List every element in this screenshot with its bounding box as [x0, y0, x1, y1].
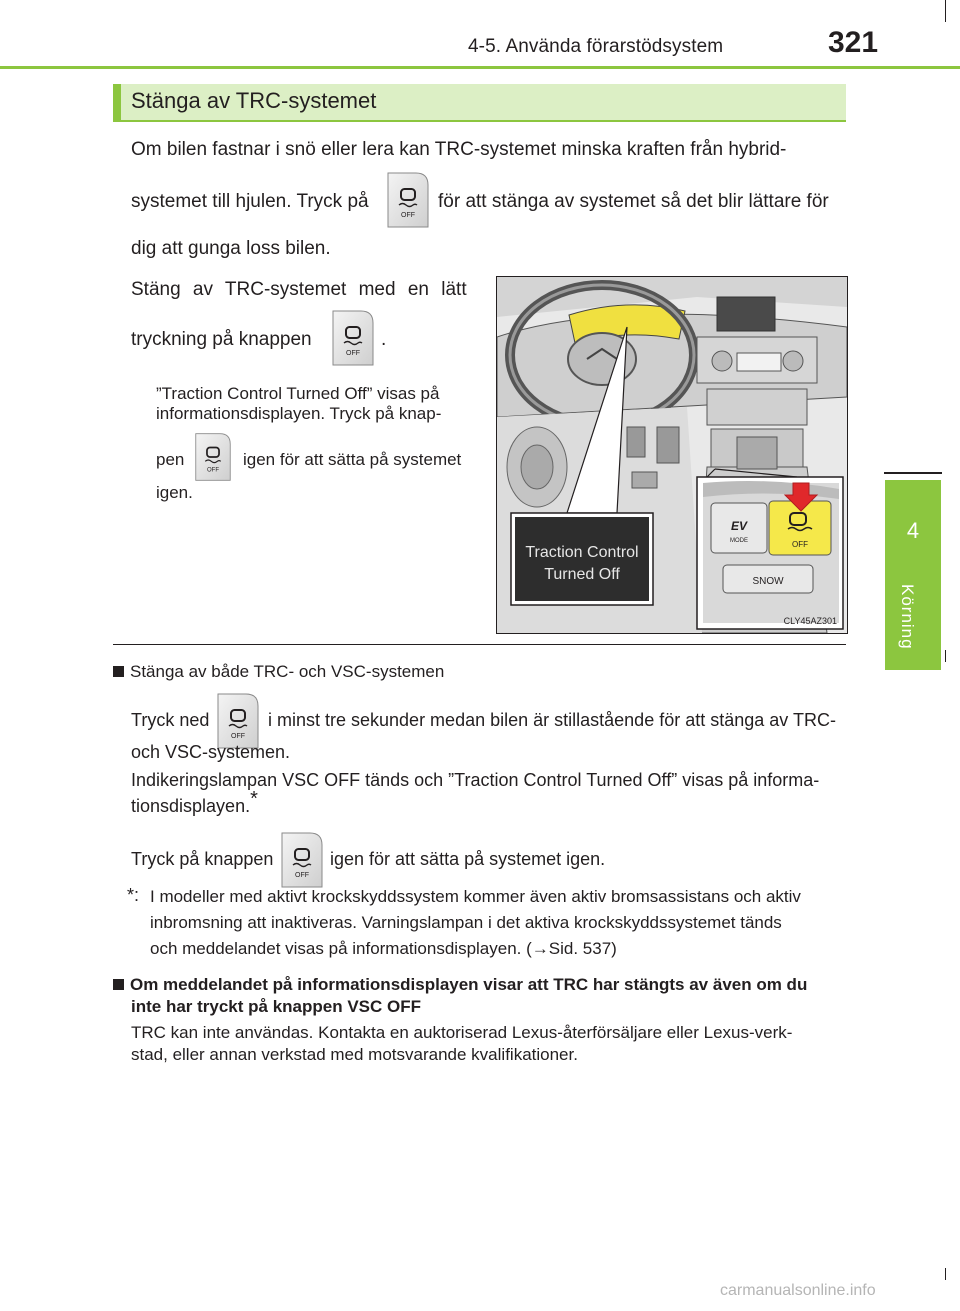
- vsc-text-span: tionsdisplayen.: [131, 796, 251, 816]
- crop-mark: [945, 1268, 946, 1280]
- section-title-underline: [113, 120, 846, 122]
- svg-text:OFF: OFF: [206, 467, 220, 474]
- subsection-heading-text: Stänga av både TRC- och VSC-systemen: [130, 662, 445, 681]
- vsc-text: Indikeringslampan VSC OFF tänds och ”Traction Control Turned Off” visas på informa-: [131, 770, 820, 790]
- page-number: 321: [828, 26, 879, 59]
- section-divider: [113, 644, 846, 645]
- intro-line: för att stänga av systemet så det blir lättare för: [438, 191, 829, 212]
- crop-mark: [945, 0, 946, 22]
- off-button-label: OFF: [792, 540, 808, 549]
- svg-text:OFF: OFF: [346, 350, 360, 357]
- footnote-mark: [127, 884, 139, 907]
- crop-mark: [945, 650, 946, 662]
- step-text: .: [381, 329, 387, 350]
- intro-line: systemet till hjulen. Tryck på: [131, 191, 369, 212]
- vsc-off-button-icon: [280, 831, 324, 889]
- mode-button-label: MODE: [730, 538, 748, 544]
- header-section-title: 4-5. Använda förarstödsystem: [468, 36, 724, 57]
- subsection-heading-vsc: [113, 660, 444, 684]
- section-title-accent: [113, 84, 121, 120]
- square-bullet-icon: [113, 979, 124, 990]
- asterisk-mark: *: [250, 788, 258, 810]
- note-text: ”Traction Control Turned Off” visas på: [156, 384, 440, 403]
- step-text: tryckning på knappen: [131, 329, 312, 350]
- vsc-text: Tryck ned: [131, 710, 210, 730]
- vsc-text: igen för att sätta på systemet igen.: [330, 849, 606, 869]
- section-title: Stänga av TRC-systemet: [131, 88, 377, 113]
- ev-button-label: EV: [730, 519, 748, 533]
- chapter-number: 4: [906, 518, 920, 543]
- snow-button-label: SNOW: [752, 576, 784, 587]
- step-text: Stäng av TRC-systemet med en lätt: [131, 279, 467, 300]
- svg-text:OFF: OFF: [401, 212, 415, 219]
- square-bullet-icon: [113, 666, 124, 677]
- intro-line: Om bilen fastnar i snö eller lera kan TRC-systemet minska kraften från hybrid-: [131, 139, 787, 160]
- header-divider: [0, 66, 960, 69]
- svg-text:OFF: OFF: [295, 872, 309, 879]
- dashboard-illustration: [496, 276, 848, 634]
- vsc-off-button-icon: [331, 309, 375, 367]
- watermark: carmanualsonline.info: [720, 1282, 876, 1299]
- subsection-heading-msg-line2: inte har tryckt på knappen VSC OFF: [131, 997, 422, 1016]
- note-text: igen.: [156, 483, 193, 502]
- vsc-text: och VSC-systemen.: [131, 742, 291, 762]
- note-text: igen för att sätta på systemet: [243, 450, 462, 469]
- msg-body-text: stad, eller annan verkstad med motsvarande kvalifikationer.: [131, 1045, 578, 1064]
- subsection-heading-msg: [113, 973, 807, 997]
- vsc-off-button-icon: [192, 432, 234, 482]
- footnote-text: I modeller med aktivt krockskyddssystem kommer även aktiv bromsassistans och aktiv: [150, 887, 801, 906]
- intro-line: dig att gunga loss bilen.: [131, 238, 331, 259]
- display-message-line1: Traction Control: [525, 544, 639, 561]
- display-message-line2: Turned Off: [544, 566, 620, 583]
- subsection-heading-text: Om meddelandet på informationsdisplayen visar att TRC har stängts av även om du: [130, 975, 808, 994]
- vsc-text: Tryck på knappen: [131, 849, 274, 869]
- vsc-off-button-icon: [386, 171, 430, 229]
- figure-code: CLY45AZ301: [783, 616, 837, 626]
- footnote-mark-text: *:: [127, 885, 140, 905]
- side-tab-rule: [884, 472, 942, 474]
- msg-body-text: TRC kan inte användas. Kontakta en auktoriserad Lexus-återförsäljare eller Lexus-verk-: [131, 1023, 793, 1042]
- chapter-label: Körning: [898, 584, 917, 650]
- vsc-text: i minst tre sekunder medan bilen är stillastående för att stänga av TRC-: [268, 710, 836, 730]
- svg-text:OFF: OFF: [231, 733, 245, 740]
- note-text: informationsdisplayen. Tryck på knap-: [156, 404, 442, 423]
- footnote-text: och meddelandet visas på informationsdisplayen. (→Sid. 537): [150, 939, 617, 958]
- note-text: pen: [156, 450, 185, 469]
- footnote-text: inbromsning att inaktiveras. Varningslampan i det aktiva krockskyddssystemet tänds: [150, 913, 782, 932]
- vsc-text: [131, 788, 258, 818]
